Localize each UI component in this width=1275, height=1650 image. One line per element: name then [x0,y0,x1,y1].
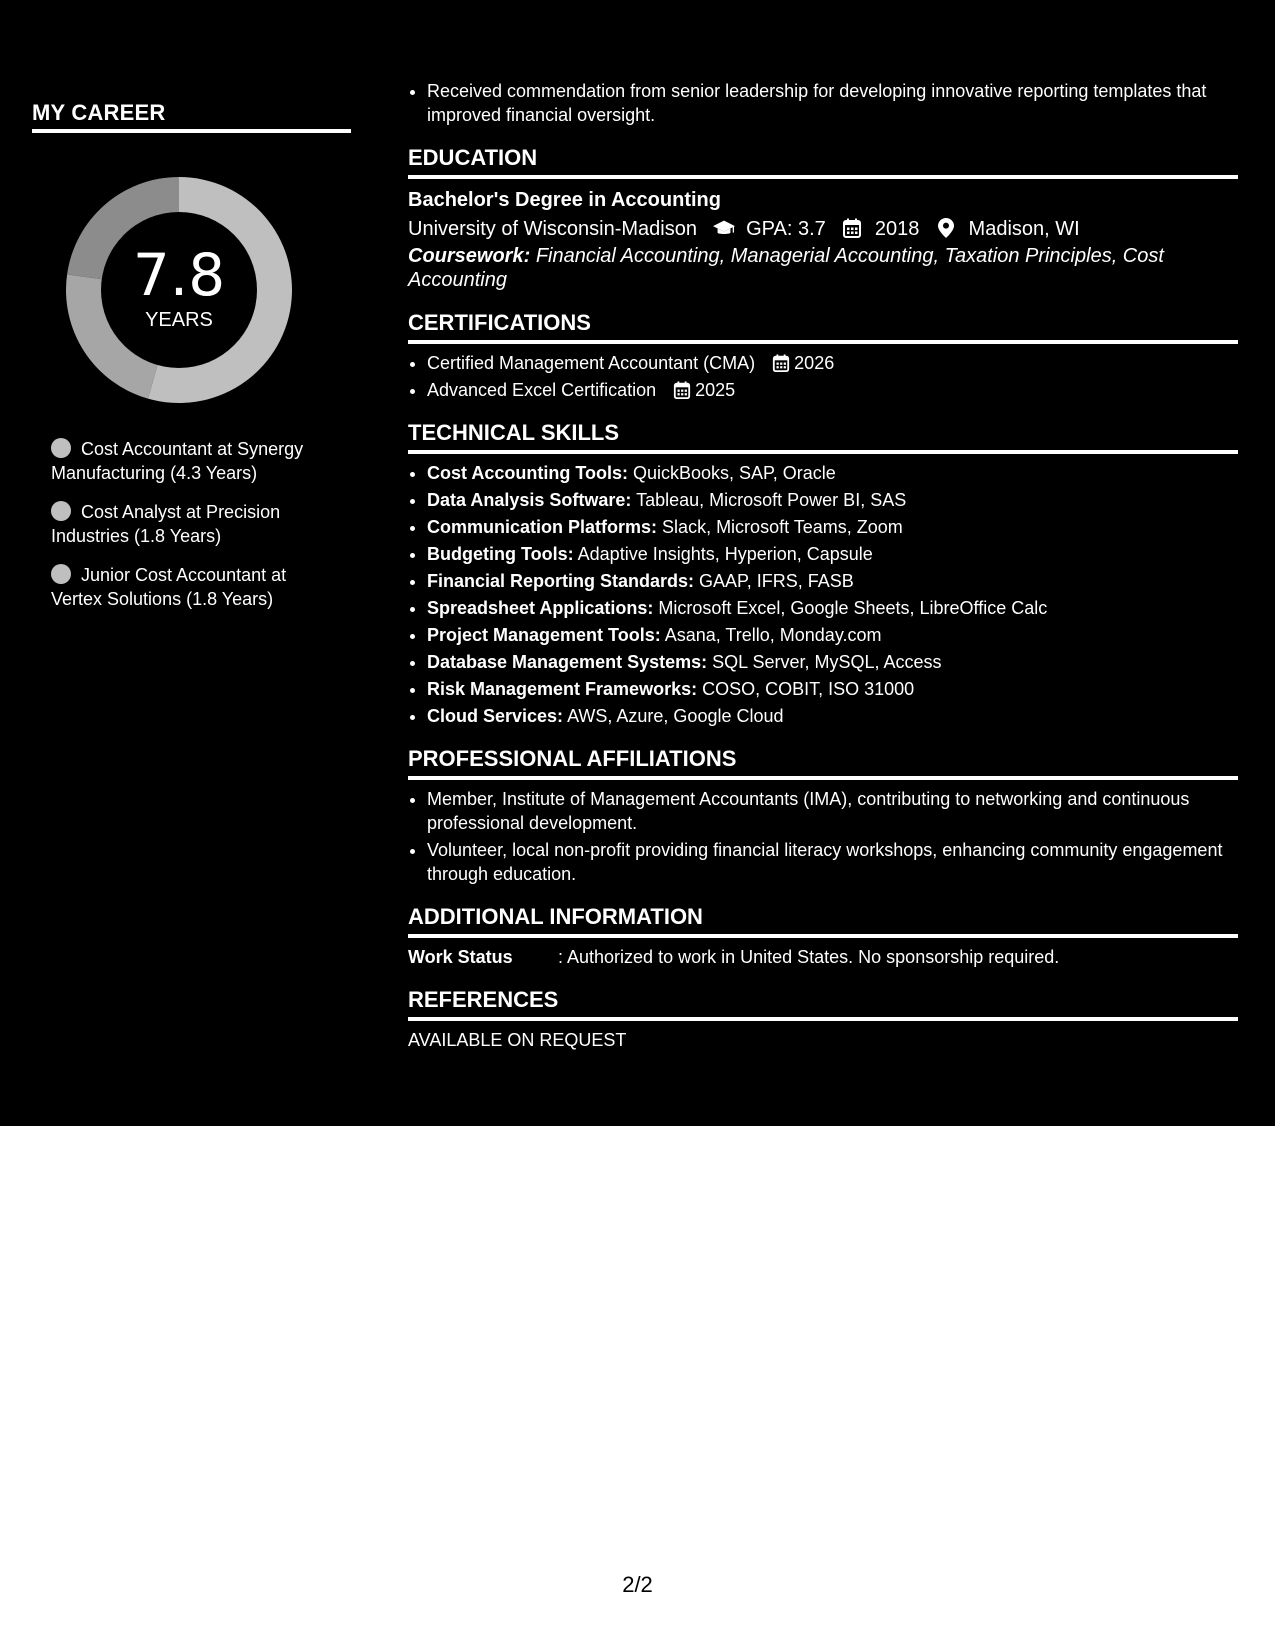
legend-dot-icon [51,501,71,521]
skill-values: QuickBooks, SAP, Oracle [633,463,836,483]
career-item-label: Cost Accountant at Synergy Manufacturing (4.3 Years) [51,439,304,483]
certification-year: 2025 [695,380,736,400]
skill-category: Project Management Tools: [427,625,661,645]
education-heading: EDUCATION [408,145,538,170]
section-divider [408,175,1238,179]
skill-values: AWS, Azure, Google Cloud [567,706,784,726]
skill-category: Financial Reporting Standards: [427,571,695,591]
affiliations-heading: PROFESSIONAL AFFILIATIONS [408,746,737,771]
skill-category: Spreadsheet Applications: [427,598,654,618]
section-divider [408,450,1238,454]
skill-item [427,650,1238,674]
legend-dot-icon [51,438,71,458]
experience-bullet: • Received commendation from senior leadership for developing innovative reporting templates that improved financial oversight. [427,79,1238,127]
skill-category: Risk Management Frameworks: [427,679,698,699]
additional-info-heading: ADDITIONAL INFORMATION [408,904,703,929]
total-years-unit: YEARS [145,309,213,331]
experience-bullets [408,79,1238,127]
page-number: 2/2 [622,1572,653,1597]
certification-item [427,378,1238,402]
skill-item [427,677,1238,701]
certifications-list [408,351,1238,402]
legend-dot-icon [51,564,71,584]
certification-item [427,351,1238,375]
calendar-icon [841,218,863,238]
graduation-year: 2018 [874,218,920,240]
skill-item [427,515,1238,539]
education-details [408,214,1238,244]
skill-item [427,569,1238,593]
references-text: AVAILABLE ON REQUEST [408,1030,627,1050]
sidebar-title: MY CAREER [32,100,166,125]
skill-values: SQL Server, MySQL, Access [712,652,942,672]
career-item [51,437,341,485]
graduation-cap-icon [713,218,735,238]
sidebar-divider [32,129,351,133]
main-content [408,79,1238,1052]
school-name: University of Wisconsin-Madison [408,218,697,240]
skill-values: Slack, Microsoft Teams, Zoom [662,517,903,537]
skill-item [427,704,1238,728]
calendar-icon [772,354,790,372]
skill-values: Asana, Trello, Monday.com [664,625,882,645]
skill-item [427,461,1238,485]
skill-category: Communication Platforms: [427,517,658,537]
donut-center [66,241,292,332]
affiliations-list [408,787,1238,886]
skills-heading: TECHNICAL SKILLS [408,420,620,445]
certification-name: Advanced Excel Certification [427,380,657,400]
calendar-icon [673,381,691,399]
map-pin-icon [935,218,957,238]
skill-category: Cloud Services: [427,706,564,726]
certification-year: 2026 [794,353,835,373]
certifications-heading: CERTIFICATIONS [408,310,591,335]
work-status-label: Work Status [408,947,513,967]
skill-category: Cost Accounting Tools: [427,463,628,483]
gpa: GPA: 3.7 [746,218,826,240]
skill-item [427,488,1238,512]
coursework-list: Financial Accounting, Managerial Accounting, Taxation Principles, Cost Accounting [408,245,1164,291]
skill-values: Microsoft Excel, Google Sheets, LibreOffice Calc [658,598,1048,618]
affiliation-item: • Volunteer, local non-profit providing financial literacy workshops, enhancing community engagement through education. [427,838,1238,886]
skill-category: Data Analysis Software: [427,490,632,510]
career-item-label: Cost Analyst at Precision Industries (1.8 Years) [51,502,281,546]
skill-category: Database Management Systems: [427,652,708,672]
section-divider [408,934,1238,938]
coursework-label: Coursework: [408,245,531,267]
skill-item [427,623,1238,647]
degree-title: Bachelor's Degree in Accounting [408,189,721,211]
total-years-value: 7.8 [132,241,226,309]
school-location: Madison, WI [968,218,1080,240]
skill-item [427,542,1238,566]
work-status-value: : Authorized to work in United States. No sponsorship required. [558,947,1060,967]
skill-category: Budgeting Tools: [427,544,574,564]
skill-values: Adaptive Insights, Hyperion, Capsule [577,544,873,564]
section-divider [408,776,1238,780]
skill-item [427,596,1238,620]
coursework [408,244,1238,292]
skills-list [408,461,1238,728]
section-divider [408,1017,1238,1021]
skill-values: GAAP, IFRS, FASB [699,571,854,591]
career-item [51,563,341,611]
career-item [51,500,341,548]
work-status-row [408,945,1238,969]
certification-name: Certified Management Accountant (CMA) [427,353,756,373]
affiliation-item: • Member, Institute of Management Accountants (IMA), contributing to networking and continuous professional development. [427,787,1238,835]
references-heading: REFERENCES [408,987,559,1012]
section-divider [408,340,1238,344]
skill-values: Tableau, Microsoft Power BI, SAS [636,490,907,510]
sidebar [0,0,380,1126]
career-item-label: Junior Cost Accountant at Vertex Solutions (1.8 Years) [51,565,287,609]
skill-values: COSO, COBIT, ISO 31000 [702,679,915,699]
career-list [51,437,341,626]
